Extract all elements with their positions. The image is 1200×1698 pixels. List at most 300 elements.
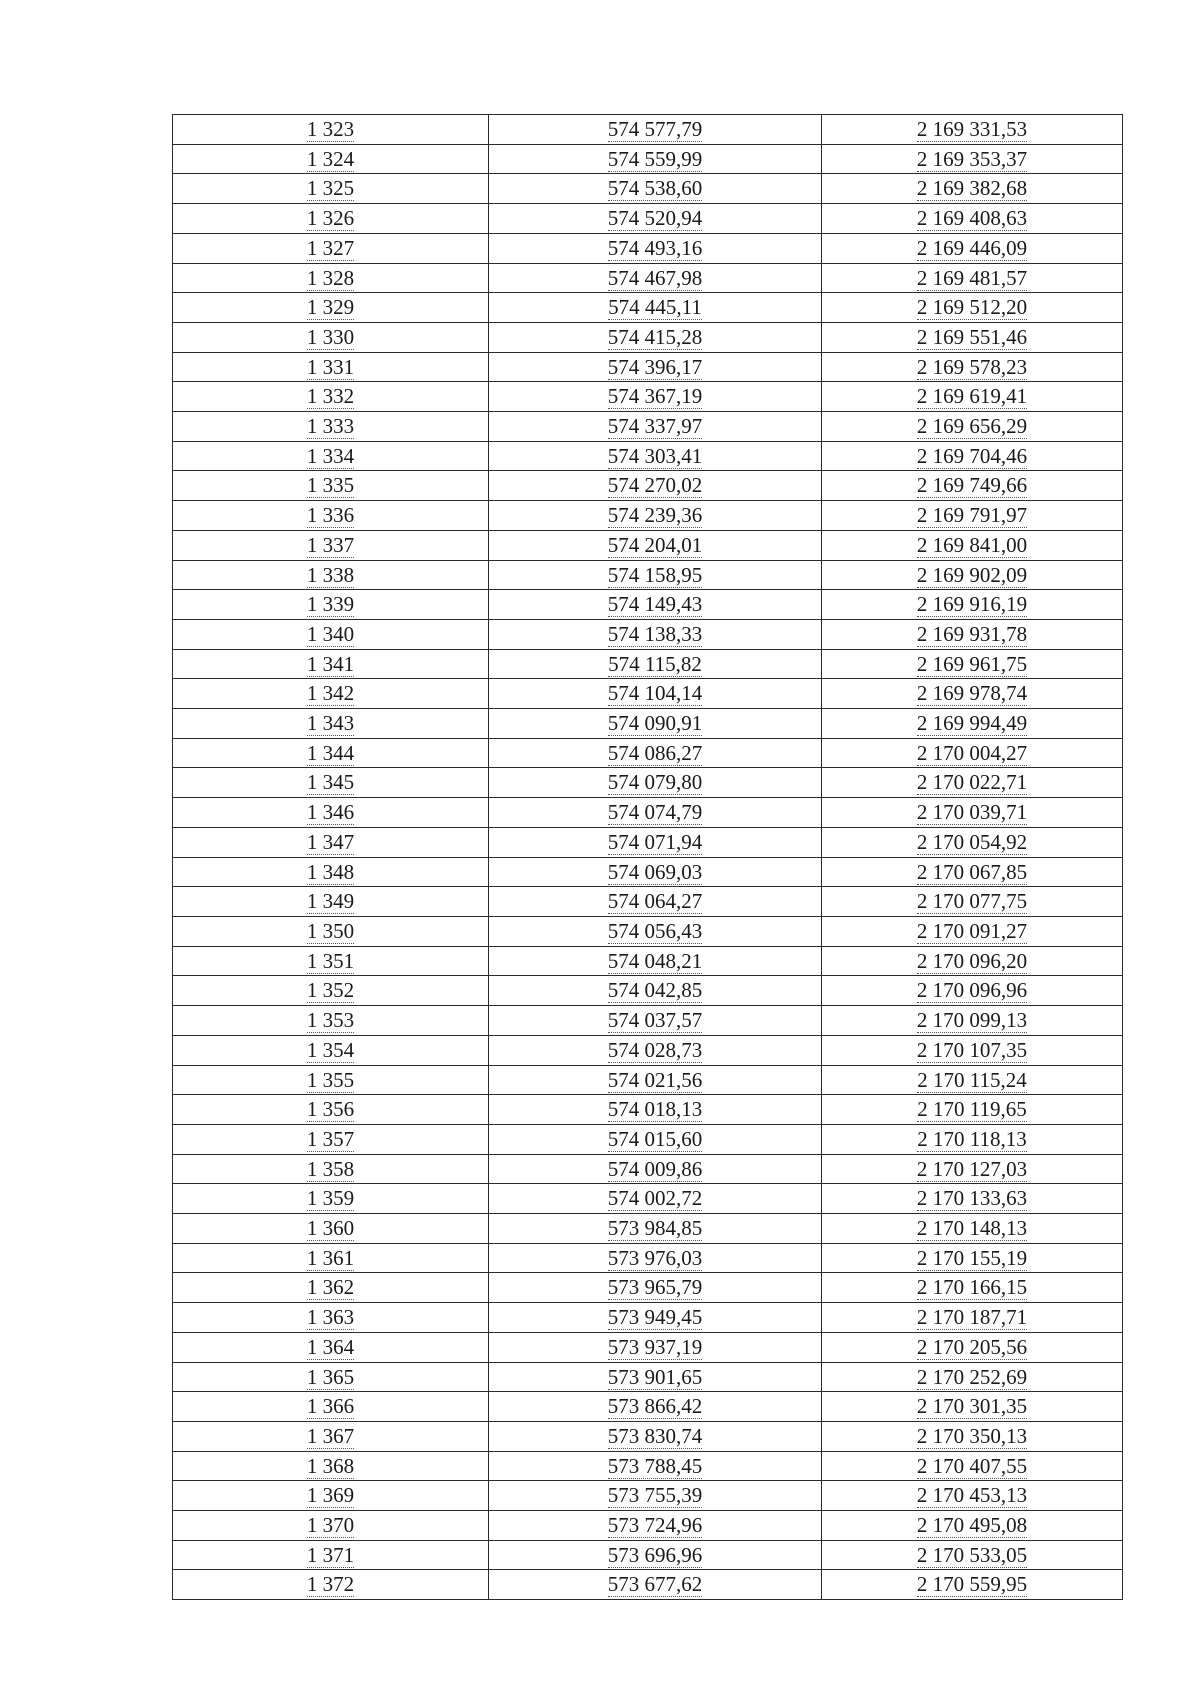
point-number-text: 1 353	[306, 1008, 355, 1033]
point-number-text: 1 328	[306, 265, 355, 290]
x-coordinate-text: 574 337,97	[607, 414, 703, 439]
x-coordinate-cell	[489, 1392, 822, 1422]
y-coordinate-cell	[822, 1273, 1123, 1303]
table-row	[173, 1481, 1123, 1511]
y-coordinate-cell	[822, 1421, 1123, 1451]
table-row	[173, 1273, 1123, 1303]
table-row	[173, 1392, 1123, 1422]
point-number-text: 1 348	[306, 859, 355, 884]
x-coordinate-cell	[489, 441, 822, 471]
point-number-cell	[173, 501, 489, 531]
table-row	[173, 204, 1123, 234]
y-coordinate-text: 2 169 353,37	[916, 146, 1028, 171]
point-number-cell	[173, 560, 489, 590]
x-coordinate-text: 574 028,73	[607, 1037, 703, 1062]
point-number-cell	[173, 1273, 489, 1303]
x-coordinate-cell	[489, 501, 822, 531]
table-row	[173, 1540, 1123, 1570]
y-coordinate-cell	[822, 1332, 1123, 1362]
y-coordinate-cell	[822, 293, 1123, 323]
y-coordinate-text: 2 169 446,09	[916, 235, 1028, 260]
y-coordinate-text: 2 170 453,13	[916, 1483, 1028, 1508]
point-number-text: 1 338	[306, 562, 355, 587]
x-coordinate-cell	[489, 1451, 822, 1481]
table-row	[173, 976, 1123, 1006]
table-row	[173, 293, 1123, 323]
point-number-cell	[173, 233, 489, 263]
point-number-text: 1 369	[306, 1483, 355, 1508]
x-coordinate-text: 573 866,42	[607, 1394, 703, 1419]
point-number-text: 1 345	[306, 770, 355, 795]
y-coordinate-cell	[822, 322, 1123, 352]
y-coordinate-cell	[822, 619, 1123, 649]
x-coordinate-cell	[489, 1303, 822, 1333]
y-coordinate-cell	[822, 738, 1123, 768]
x-coordinate-text: 574 239,36	[607, 503, 703, 528]
y-coordinate-text: 2 170 067,85	[916, 859, 1028, 884]
y-coordinate-cell	[822, 1214, 1123, 1244]
x-coordinate-text: 574 009,86	[607, 1156, 703, 1181]
x-coordinate-cell	[489, 827, 822, 857]
table-row	[173, 115, 1123, 145]
point-number-cell	[173, 263, 489, 293]
x-coordinate-cell	[489, 709, 822, 739]
point-number-text: 1 367	[306, 1423, 355, 1448]
point-number-text: 1 334	[306, 443, 355, 468]
point-number-text: 1 331	[306, 354, 355, 379]
table-row	[173, 560, 1123, 590]
point-number-text: 1 347	[306, 829, 355, 854]
x-coordinate-cell	[489, 1570, 822, 1600]
table-row	[173, 887, 1123, 917]
point-number-text: 1 336	[306, 503, 355, 528]
x-coordinate-text: 574 048,21	[607, 948, 703, 973]
point-number-text: 1 362	[306, 1275, 355, 1300]
point-number-text: 1 351	[306, 948, 355, 973]
y-coordinate-cell	[822, 1065, 1123, 1095]
x-coordinate-text: 573 788,45	[607, 1453, 703, 1478]
y-coordinate-cell	[822, 946, 1123, 976]
y-coordinate-text: 2 170 119,65	[917, 1097, 1027, 1122]
y-coordinate-text: 2 169 791,97	[916, 503, 1028, 528]
table-row	[173, 233, 1123, 263]
y-coordinate-cell	[822, 1481, 1123, 1511]
point-number-text: 1 365	[306, 1364, 355, 1389]
point-number-cell	[173, 1303, 489, 1333]
x-coordinate-text: 574 018,13	[607, 1097, 703, 1122]
y-coordinate-cell	[822, 916, 1123, 946]
x-coordinate-cell	[489, 322, 822, 352]
y-coordinate-text: 2 170 187,71	[916, 1305, 1028, 1330]
x-coordinate-text: 574 415,28	[607, 324, 703, 349]
x-coordinate-cell	[489, 1511, 822, 1541]
x-coordinate-cell	[489, 560, 822, 590]
x-coordinate-cell	[489, 1035, 822, 1065]
table-row	[173, 857, 1123, 887]
y-coordinate-cell	[822, 174, 1123, 204]
point-number-text: 1 356	[306, 1097, 355, 1122]
x-coordinate-text: 574 303,41	[607, 443, 703, 468]
x-coordinate-cell	[489, 1214, 822, 1244]
y-coordinate-text: 2 170 115,24	[917, 1067, 1027, 1092]
table-row	[173, 1184, 1123, 1214]
y-coordinate-cell	[822, 501, 1123, 531]
point-number-text: 1 332	[306, 384, 355, 409]
x-coordinate-text: 574 079,80	[607, 770, 703, 795]
point-number-text: 1 341	[306, 651, 355, 676]
table-row	[173, 1243, 1123, 1273]
y-coordinate-cell	[822, 352, 1123, 382]
table-row	[173, 1332, 1123, 1362]
y-coordinate-cell	[822, 649, 1123, 679]
x-coordinate-text: 573 976,03	[607, 1245, 703, 1270]
x-coordinate-cell	[489, 857, 822, 887]
y-coordinate-cell	[822, 1154, 1123, 1184]
y-coordinate-cell	[822, 1124, 1123, 1154]
y-coordinate-text: 2 169 656,29	[916, 414, 1028, 439]
y-coordinate-cell	[822, 976, 1123, 1006]
x-coordinate-cell	[489, 1184, 822, 1214]
y-coordinate-cell	[822, 441, 1123, 471]
point-number-cell	[173, 916, 489, 946]
point-number-text: 1 357	[306, 1126, 355, 1151]
y-coordinate-text: 2 169 931,78	[916, 621, 1028, 646]
y-coordinate-text: 2 170 004,27	[916, 740, 1028, 765]
y-coordinate-text: 2 170 022,71	[916, 770, 1028, 795]
x-coordinate-text: 574 056,43	[607, 918, 703, 943]
x-coordinate-cell	[489, 1540, 822, 1570]
x-coordinate-cell	[489, 916, 822, 946]
table-row	[173, 1124, 1123, 1154]
y-coordinate-text: 2 169 841,00	[916, 532, 1028, 557]
x-coordinate-cell	[489, 738, 822, 768]
point-number-text: 1 344	[306, 740, 355, 765]
y-coordinate-text: 2 170 533,05	[916, 1542, 1028, 1567]
y-coordinate-text: 2 170 127,03	[916, 1156, 1028, 1181]
x-coordinate-text: 573 984,85	[607, 1216, 703, 1241]
x-coordinate-cell	[489, 768, 822, 798]
point-number-text: 1 354	[306, 1037, 355, 1062]
point-number-cell	[173, 619, 489, 649]
point-number-cell	[173, 322, 489, 352]
x-coordinate-text: 574 149,43	[607, 592, 703, 617]
y-coordinate-text: 2 170 148,13	[916, 1216, 1028, 1241]
x-coordinate-cell	[489, 233, 822, 263]
point-number-text: 1 358	[306, 1156, 355, 1181]
y-coordinate-cell	[822, 204, 1123, 234]
x-coordinate-cell	[489, 293, 822, 323]
y-coordinate-text: 2 170 133,63	[916, 1186, 1028, 1211]
point-number-cell	[173, 1154, 489, 1184]
point-number-text: 1 326	[306, 206, 355, 231]
x-coordinate-text: 573 965,79	[607, 1275, 703, 1300]
table-row	[173, 1362, 1123, 1392]
y-coordinate-text: 2 170 054,92	[916, 829, 1028, 854]
y-coordinate-cell	[822, 1035, 1123, 1065]
y-coordinate-text: 2 170 107,35	[916, 1037, 1028, 1062]
y-coordinate-text: 2 170 096,96	[916, 978, 1028, 1003]
x-coordinate-cell	[489, 1362, 822, 1392]
table-row	[173, 1303, 1123, 1333]
x-coordinate-text: 573 949,45	[607, 1305, 703, 1330]
x-coordinate-text: 574 538,60	[607, 176, 703, 201]
point-number-text: 1 339	[306, 592, 355, 617]
point-number-cell	[173, 1065, 489, 1095]
x-coordinate-cell	[489, 1154, 822, 1184]
point-number-cell	[173, 293, 489, 323]
point-number-text: 1 363	[306, 1305, 355, 1330]
table-row	[173, 441, 1123, 471]
x-coordinate-text: 574 104,14	[607, 681, 703, 706]
x-coordinate-cell	[489, 1421, 822, 1451]
y-coordinate-text: 2 170 252,69	[916, 1364, 1028, 1389]
x-coordinate-text: 574 467,98	[607, 265, 703, 290]
x-coordinate-text: 574 577,79	[607, 117, 703, 141]
x-coordinate-text: 574 396,17	[607, 354, 703, 379]
table-row	[173, 1451, 1123, 1481]
x-coordinate-cell	[489, 1006, 822, 1036]
y-coordinate-text: 2 169 512,20	[916, 295, 1028, 320]
point-number-cell	[173, 412, 489, 442]
point-number-text: 1 360	[306, 1216, 355, 1241]
x-coordinate-cell	[489, 1273, 822, 1303]
x-coordinate-text: 574 086,27	[607, 740, 703, 765]
point-number-cell	[173, 204, 489, 234]
y-coordinate-text: 2 169 749,66	[916, 473, 1028, 498]
y-coordinate-cell	[822, 263, 1123, 293]
y-coordinate-text: 2 169 994,49	[916, 711, 1028, 736]
y-coordinate-text: 2 170 099,13	[916, 1008, 1028, 1033]
point-number-text: 1 366	[306, 1394, 355, 1419]
y-coordinate-cell	[822, 1511, 1123, 1541]
y-coordinate-cell	[822, 1392, 1123, 1422]
y-coordinate-cell	[822, 768, 1123, 798]
y-coordinate-text: 2 169 481,57	[916, 265, 1028, 290]
point-number-cell	[173, 946, 489, 976]
point-number-text: 1 372	[306, 1572, 355, 1597]
y-coordinate-text: 2 170 039,71	[916, 800, 1028, 825]
y-coordinate-cell	[822, 144, 1123, 174]
point-number-cell	[173, 887, 489, 917]
table-row	[173, 1154, 1123, 1184]
table-row	[173, 679, 1123, 709]
x-coordinate-cell	[489, 946, 822, 976]
y-coordinate-text: 2 169 961,75	[916, 651, 1028, 676]
point-number-cell	[173, 144, 489, 174]
table-row	[173, 263, 1123, 293]
point-number-cell	[173, 1451, 489, 1481]
table-row	[173, 1214, 1123, 1244]
x-coordinate-text: 573 901,65	[607, 1364, 703, 1389]
point-number-text: 1 350	[306, 918, 355, 943]
x-coordinate-cell	[489, 352, 822, 382]
point-number-text: 1 370	[306, 1513, 355, 1538]
point-number-text: 1 364	[306, 1334, 355, 1359]
y-coordinate-cell	[822, 382, 1123, 412]
y-coordinate-cell	[822, 412, 1123, 442]
x-coordinate-cell	[489, 679, 822, 709]
y-coordinate-cell	[822, 1243, 1123, 1273]
x-coordinate-cell	[489, 1243, 822, 1273]
point-number-cell	[173, 174, 489, 204]
y-coordinate-cell	[822, 530, 1123, 560]
y-coordinate-text: 2 170 077,75	[916, 889, 1028, 914]
point-number-cell	[173, 382, 489, 412]
y-coordinate-text: 2 170 301,35	[916, 1394, 1028, 1419]
point-number-cell	[173, 471, 489, 501]
y-coordinate-text: 2 170 096,20	[916, 948, 1028, 973]
x-coordinate-cell	[489, 1065, 822, 1095]
y-coordinate-text: 2 170 205,56	[916, 1334, 1028, 1359]
y-coordinate-cell	[822, 857, 1123, 887]
y-coordinate-text: 2 169 916,19	[916, 592, 1028, 617]
y-coordinate-text: 2 169 704,46	[916, 443, 1028, 468]
point-number-text: 1 325	[306, 176, 355, 201]
table-row	[173, 1006, 1123, 1036]
point-number-text: 1 335	[306, 473, 355, 498]
x-coordinate-cell	[489, 1332, 822, 1362]
x-coordinate-text: 574 158,95	[607, 562, 703, 587]
point-number-text: 1 337	[306, 532, 355, 557]
x-coordinate-text: 574 069,03	[607, 859, 703, 884]
x-coordinate-text: 574 071,94	[607, 829, 703, 854]
point-number-cell	[173, 1184, 489, 1214]
table-row	[173, 412, 1123, 442]
x-coordinate-cell	[489, 382, 822, 412]
point-number-text: 1 323	[306, 117, 355, 141]
point-number-cell	[173, 1214, 489, 1244]
point-number-cell	[173, 1392, 489, 1422]
table-row	[173, 501, 1123, 531]
y-coordinate-cell	[822, 590, 1123, 620]
table-row	[173, 144, 1123, 174]
y-coordinate-cell	[822, 560, 1123, 590]
y-coordinate-cell	[822, 1570, 1123, 1600]
table-row	[173, 590, 1123, 620]
x-coordinate-text: 574 042,85	[607, 978, 703, 1003]
x-coordinate-text: 573 696,96	[607, 1542, 703, 1567]
y-coordinate-cell	[822, 709, 1123, 739]
point-number-text: 1 371	[306, 1542, 355, 1567]
x-coordinate-cell	[489, 115, 822, 145]
table-row	[173, 1065, 1123, 1095]
y-coordinate-text: 2 169 551,46	[916, 324, 1028, 349]
y-coordinate-cell	[822, 679, 1123, 709]
y-coordinate-text: 2 169 578,23	[916, 354, 1028, 379]
table-row	[173, 530, 1123, 560]
x-coordinate-cell	[489, 619, 822, 649]
y-coordinate-text: 2 170 559,95	[916, 1572, 1028, 1597]
x-coordinate-text: 573 937,19	[607, 1334, 703, 1359]
point-number-text: 1 352	[306, 978, 355, 1003]
point-number-cell	[173, 768, 489, 798]
y-coordinate-text: 2 170 495,08	[916, 1513, 1028, 1538]
x-coordinate-text: 574 270,02	[607, 473, 703, 498]
table-row	[173, 916, 1123, 946]
table-row	[173, 1095, 1123, 1125]
point-number-cell	[173, 1095, 489, 1125]
table-row	[173, 1570, 1123, 1600]
point-number-text: 1 343	[306, 711, 355, 736]
y-coordinate-text: 2 169 978,74	[916, 681, 1028, 706]
table-row	[173, 1421, 1123, 1451]
x-coordinate-cell	[489, 530, 822, 560]
point-number-text: 1 324	[306, 146, 355, 171]
y-coordinate-text: 2 170 407,55	[916, 1453, 1028, 1478]
table-row	[173, 174, 1123, 204]
y-coordinate-text: 2 170 166,15	[916, 1275, 1028, 1300]
y-coordinate-text: 2 170 118,13	[917, 1126, 1027, 1151]
point-number-cell	[173, 115, 489, 145]
point-number-cell	[173, 1540, 489, 1570]
table-row	[173, 352, 1123, 382]
point-number-cell	[173, 1243, 489, 1273]
table-row	[173, 382, 1123, 412]
x-coordinate-text: 574 074,79	[607, 800, 703, 825]
point-number-cell	[173, 976, 489, 1006]
y-coordinate-text: 2 169 331,53	[916, 117, 1028, 141]
y-coordinate-cell	[822, 1006, 1123, 1036]
table-row	[173, 322, 1123, 352]
point-number-cell	[173, 1362, 489, 1392]
x-coordinate-text: 573 677,62	[607, 1572, 703, 1597]
y-coordinate-text: 2 169 902,09	[916, 562, 1028, 587]
point-number-cell	[173, 1421, 489, 1451]
x-coordinate-text: 573 724,96	[607, 1513, 703, 1538]
point-number-text: 1 368	[306, 1453, 355, 1478]
y-coordinate-cell	[822, 1362, 1123, 1392]
x-coordinate-text: 574 204,01	[607, 532, 703, 557]
point-number-text: 1 342	[306, 681, 355, 706]
point-number-text: 1 361	[306, 1245, 355, 1270]
table-row	[173, 649, 1123, 679]
y-coordinate-cell	[822, 1303, 1123, 1333]
table-row	[173, 1511, 1123, 1541]
y-coordinate-text: 2 169 408,63	[916, 206, 1028, 231]
table-row	[173, 709, 1123, 739]
table-row	[173, 471, 1123, 501]
x-coordinate-text: 573 830,74	[607, 1423, 703, 1448]
table-row	[173, 738, 1123, 768]
point-number-cell	[173, 679, 489, 709]
x-coordinate-cell	[489, 471, 822, 501]
y-coordinate-cell	[822, 115, 1123, 145]
table-row	[173, 946, 1123, 976]
x-coordinate-cell	[489, 1095, 822, 1125]
y-coordinate-cell	[822, 887, 1123, 917]
point-number-cell	[173, 530, 489, 560]
x-coordinate-cell	[489, 204, 822, 234]
y-coordinate-text: 2 170 350,13	[916, 1423, 1028, 1448]
x-coordinate-cell	[489, 1481, 822, 1511]
x-coordinate-text: 574 002,72	[607, 1186, 703, 1211]
x-coordinate-text: 574 445,11	[608, 295, 702, 320]
x-coordinate-text: 574 493,16	[607, 235, 703, 260]
y-coordinate-text: 2 170 155,19	[916, 1245, 1028, 1270]
y-coordinate-cell	[822, 1451, 1123, 1481]
point-number-cell	[173, 827, 489, 857]
y-coordinate-cell	[822, 1540, 1123, 1570]
y-coordinate-cell	[822, 827, 1123, 857]
table-row	[173, 768, 1123, 798]
point-number-cell	[173, 1332, 489, 1362]
point-number-cell	[173, 441, 489, 471]
point-number-text: 1 333	[306, 414, 355, 439]
x-coordinate-cell	[489, 649, 822, 679]
y-coordinate-text: 2 169 382,68	[916, 176, 1028, 201]
table-row	[173, 798, 1123, 828]
point-number-cell	[173, 1570, 489, 1600]
